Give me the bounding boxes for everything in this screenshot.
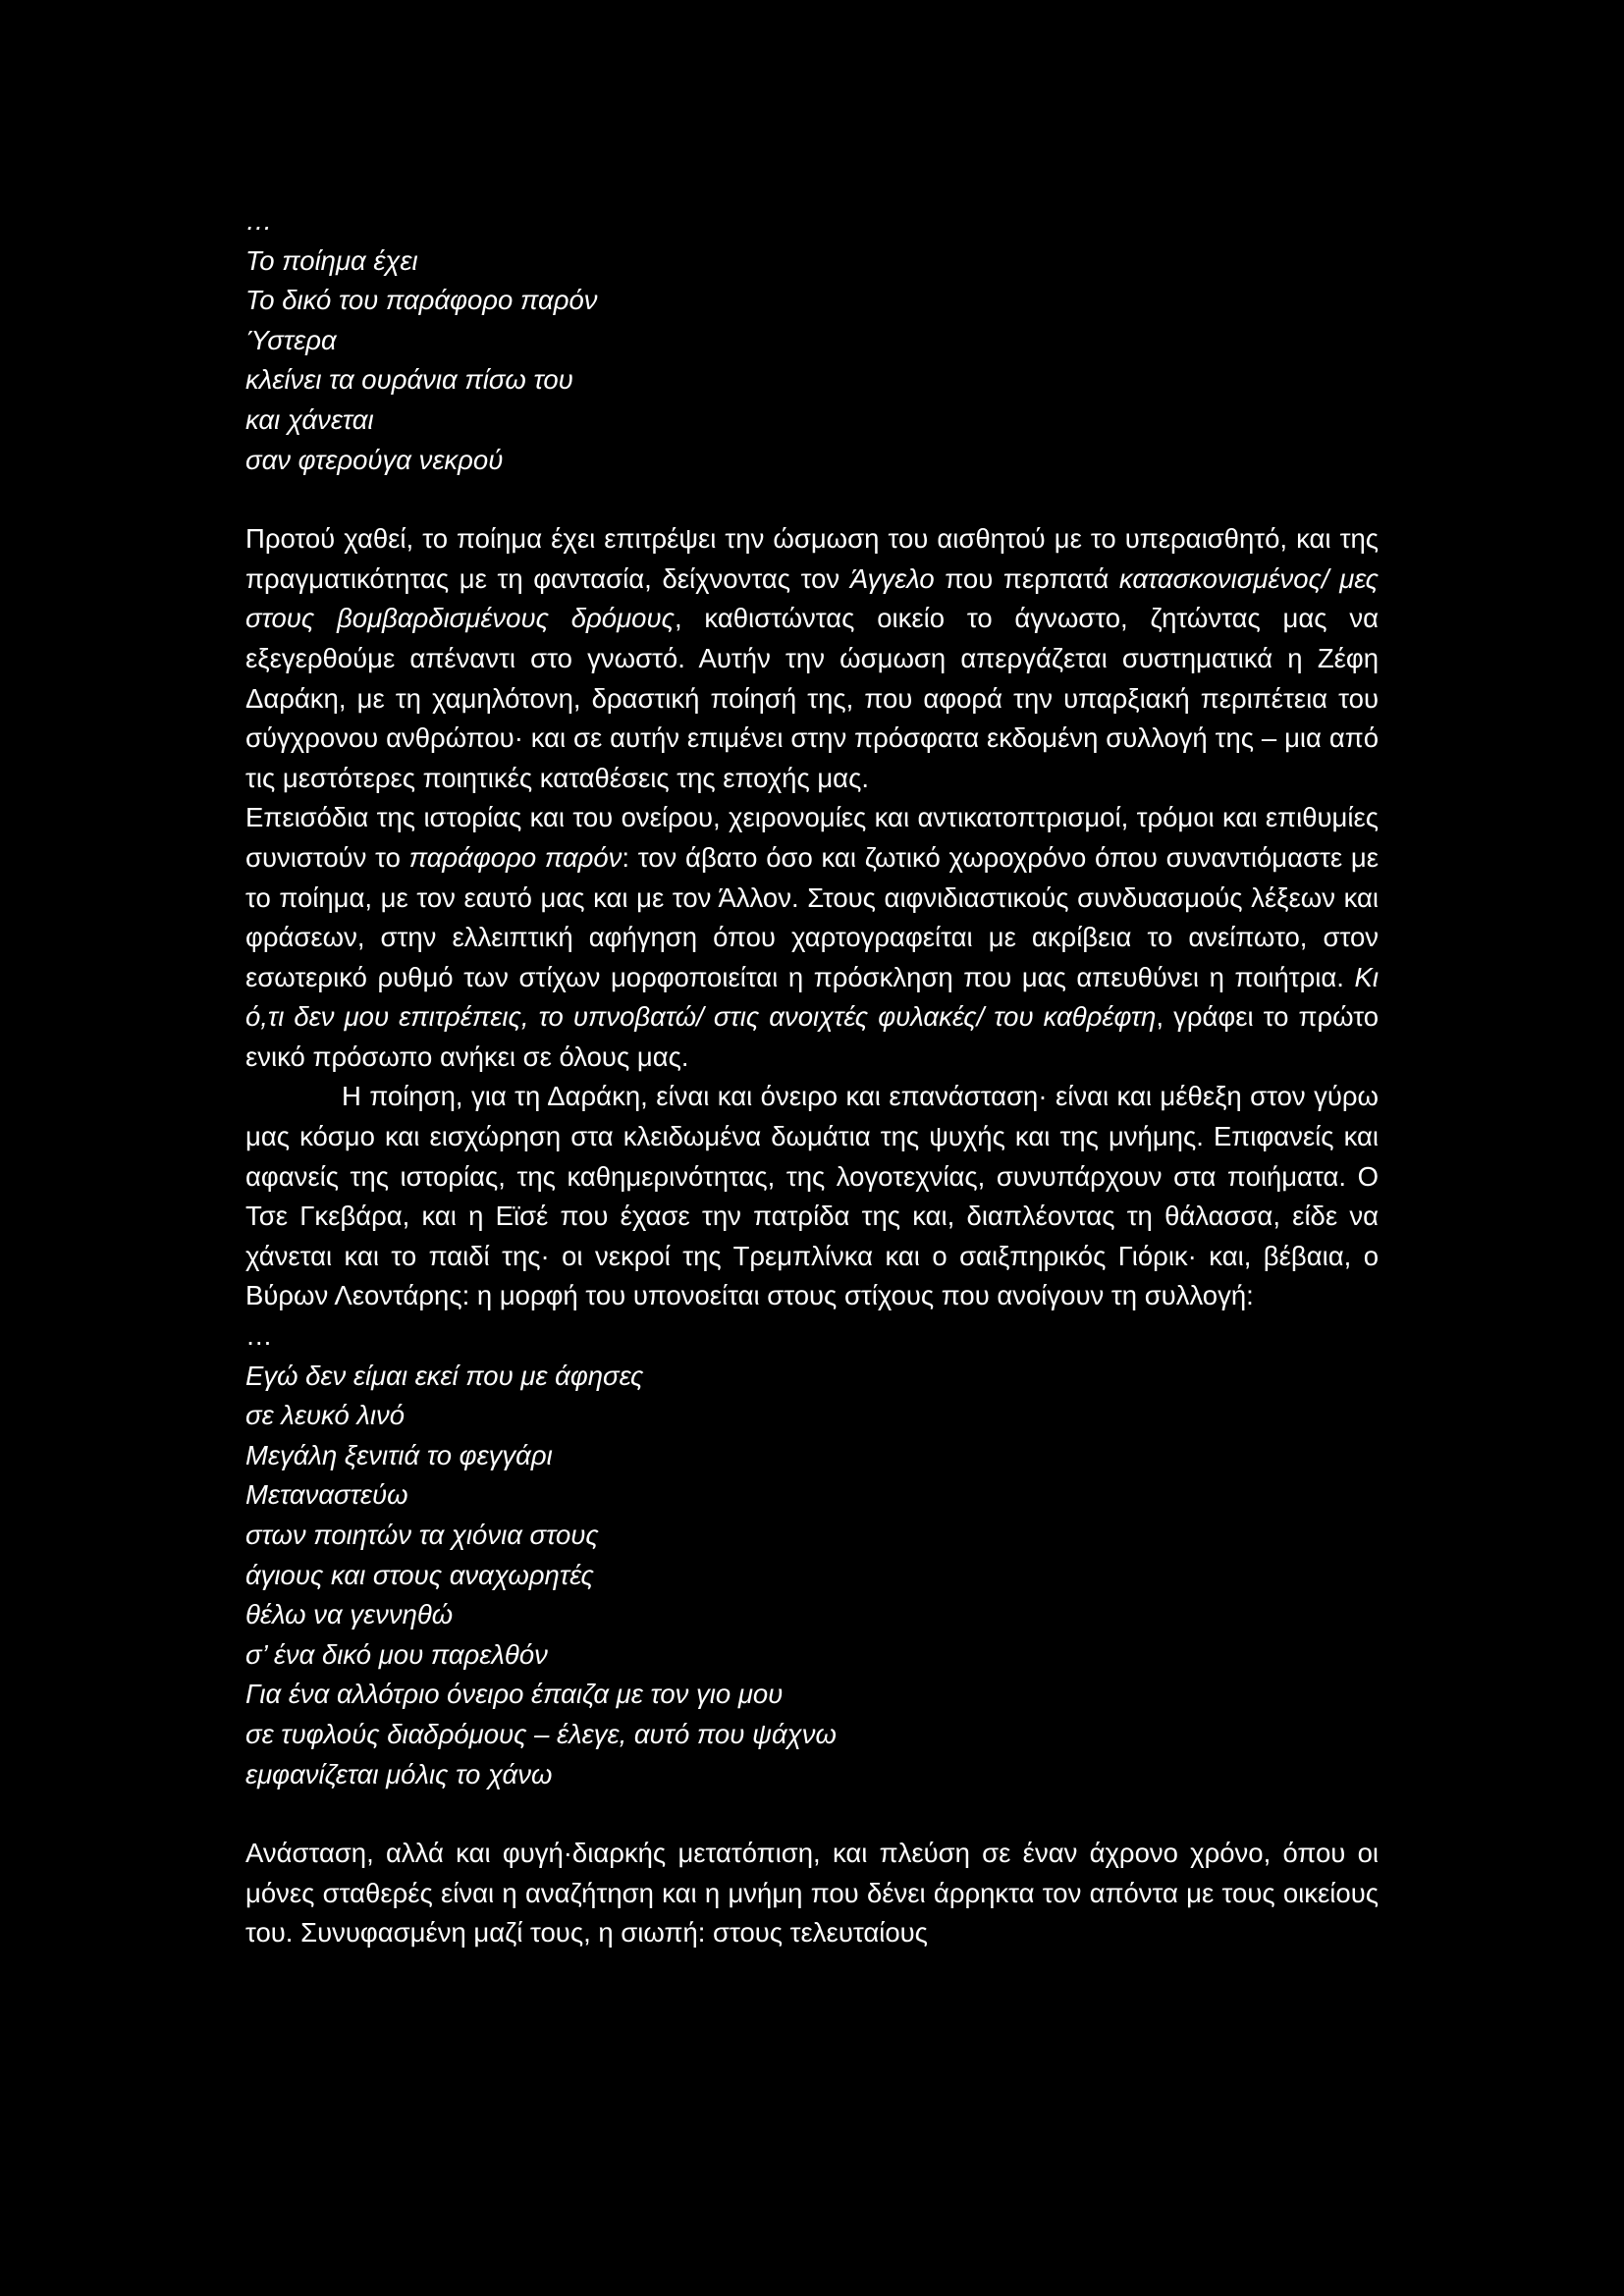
paragraph-text: : τον άβατο όσο και ζωτικό χωροχρόνο όπου συναντιόμαστε με το ποίημα, με τον εαυτό μας και με τον Άλλον. Στους αιφνιδιαστικούς συνδυασμούς λέξεων και φράσεων, στην ελλειπτική αφήγηση όπου χαρτογραφείται με ακρίβεια το ανείπωτο, στον εσωτερικό ρυθμό των στίχων μορφοποιείται η πρόσκληση που μας απευθύνει η ποιήτρια. (245, 841, 1379, 992)
poem-line: σ’ ένα δικό μου παρελθόν (245, 1638, 548, 1670)
paragraph-text: που περπατά (934, 562, 1119, 594)
poem-excerpt-opening (245, 201, 1379, 480)
poem-ellipsis: … (245, 1320, 273, 1352)
poem-line: σε τυφλούς διαδρόμους – έλεγε, αυτό που ψάχνω (245, 1718, 837, 1749)
paragraph-text: Προτού χαθεί, το ποίημα έχει επιτρέψει την ώσμωση του αισθητού με το υπεραισθητό, και της πραγματικότητας με τη φαντασία, δείχνοντας τον (245, 523, 1379, 594)
paragraph-3: Η ποίηση, για τη Δαράκη, είναι και όνειρο και επανάσταση· είναι και μέθεξη στον γύρω μας κόσμο και εισχώρηση στα κλειδωμένα δωμάτια της ψυχής και της μνήμης. Επιφανείς και αφανείς της ιστορίας, της καθημερινότητας, της λογοτεχνίας, συνυπάρχουν στα ποιήματα. Ο Τσε Γκεβάρα, και η Εϊσέ που έχασε την πατρίδα της και, διαπλέοντας τη θάλασσα, είδε να χάνεται και το παιδί της· οι νεκροί της Τρεμπλίνκα και ο σαιξπηρικός Γιόρικ· και, βέβαια, ο Βύρων Λεοντάρης: η μορφή του υπονοείται στους στίχους που ανοίγουν τη συλλογή: (245, 1081, 1379, 1311)
poem-line: εμφανίζεται μόλις το χάνω (245, 1758, 553, 1789)
poem-line: και χάνεται (245, 403, 374, 435)
poem-line: σε λευκό λινό (245, 1400, 406, 1431)
poem-line: άγιους και στους αναχωρητές (245, 1559, 594, 1590)
poem-line: στων ποιητών τα χιόνια στους (245, 1520, 599, 1550)
poem-line: Το δικό του παράφορο παρόν (245, 285, 598, 316)
emphasis-quote: Κι ό,τι δεν μου επιτρέπεις, το υπνοβατώ/ στις ανοιχτές φυλακές/ του καθρέφτη (245, 961, 1379, 1033)
paragraph-text: , καθιστώντας οικείο το άγνωστο, ζητώντας μας να εξεγερθούμε απέναντι στο γνωστό. Αυτήν την ώσμωση απεργάζεται συστηματικά η Ζέφη Δαράκη, με τη χαμηλότονη, δραστική ποίησή της, που αφορά την υπαρξιακή περιπέτεια του σύγχρονου ανθρώπου· και σε αυτήν επιμένει στην πρόσφατα εκδομένη συλλογή της – μια από τις μεστότερες ποιητικές καταθέσεις της εποχής μας. (245, 603, 1379, 793)
poem-line: θέλω να γεννηθώ (245, 1599, 454, 1630)
poem-line: Μεγάλη ξενιτιά το φεγγάρι (245, 1439, 553, 1470)
poem-line: Το ποίημα έχει (245, 244, 418, 276)
document-page (245, 201, 1379, 1953)
paragraph-1 (245, 519, 1379, 798)
paragraph-text: Επεισόδια της ιστορίας και του ονείρου, χειρονομίες και αντικατοπτρισμοί, τρόμοι και επιθυμίες συνιστούν το (245, 802, 1379, 873)
emphasis: Άγγελο (849, 562, 935, 594)
paragraph-2 (245, 798, 1379, 1077)
emphasis-quote: κατασκονισμένος/ μες στους βομβαρδισμένους δρόμους (245, 562, 1379, 634)
poem-line: Μεταναστεύω (245, 1479, 408, 1511)
spacer (245, 1794, 1379, 1834)
poem-line: Εγώ δεν είμαι εκεί που με άφησες (245, 1360, 644, 1391)
poem-line: σαν φτερούγα νεκρού (245, 444, 504, 475)
poem-line: Για ένα αλλότριο όνειρο έπαιζα με τον γιο μου (245, 1679, 784, 1710)
poem-excerpt-collection (245, 1316, 1379, 1794)
poem-ellipsis: … (245, 205, 273, 236)
paragraph-text: , γράφει το πρώτο ενικό πρόσωπο ανήκει σε όλους μας. (245, 1001, 1379, 1072)
spacer (245, 480, 1379, 519)
emphasis: παράφορο παρόν (408, 841, 623, 873)
paragraph-4: Ανάσταση, αλλά και φυγή·διαρκής μετατόπιση, και πλεύση σε έναν άχρονο χρόνο, όπου οι μόνες σταθερές είναι η αναζήτηση και η μνήμη που δένει άρρηκτα τον απόντα με τους οικείους του. Συνυφασμένη μαζί τους, η σιωπή: στους τελευταίους (245, 1838, 1379, 1949)
poem-line: Ύστερα (245, 324, 337, 355)
poem-line: κλείνει τα ουράνια πίσω του (245, 364, 573, 396)
